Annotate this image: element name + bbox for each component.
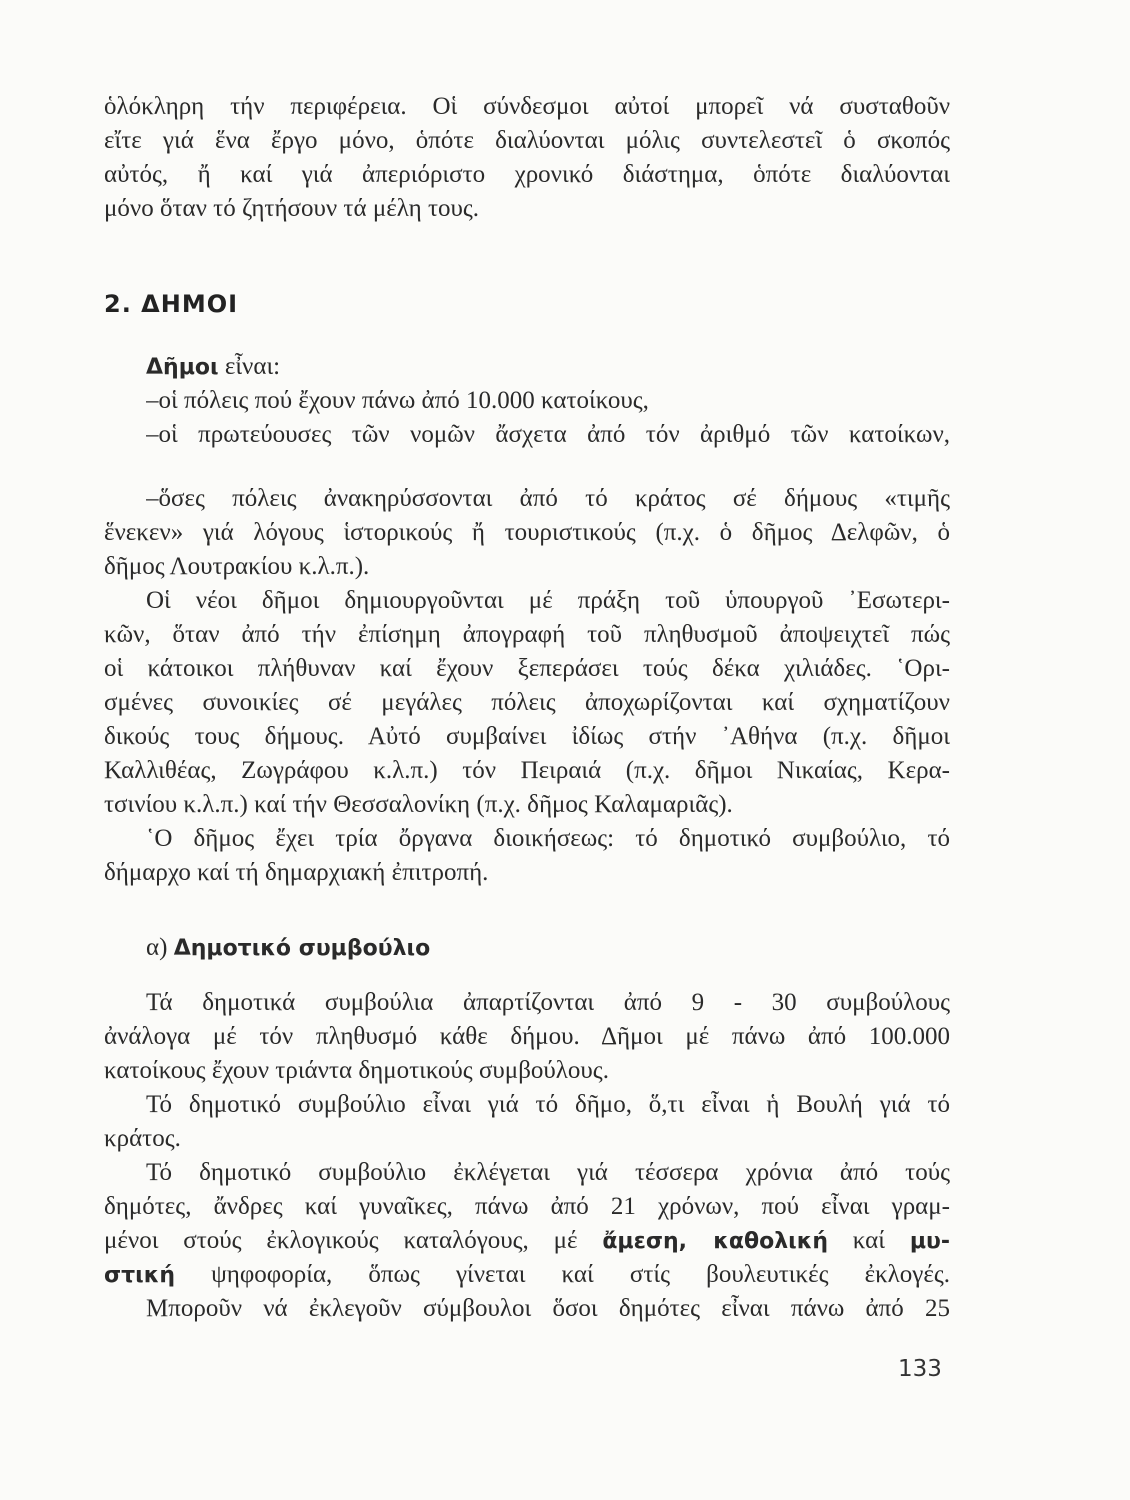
intro-line-2: εἴτε γιά ἕνα ἔργο μόνο, ὁπότε διαλύονται μόλις συντελεστεῖ ὁ σκοπός [104,127,950,154]
para-new-line-3: οἱ κάτοικοι πλήθυναν καί ἔχουν ξεπεράσει τούς δέκα χιλιάδες. ῾Ορι- [104,655,950,682]
section-heading: 2. ΔΗΜΟΙ [104,290,239,318]
sub-para1-line-1: Τά δημοτικά συμβούλια ἀπαρτίζονται ἀπό 9 - 30 συμβούλους [146,989,950,1016]
list-item-3-line-1: –ὅσες πόλεις ἀνακηρύσσονται ἀπό τό κράτος σέ δήμους «τιμῆς [146,485,950,512]
definition-rest: εἶναι: [218,353,281,380]
sub-para3-line-1: Τό δημοτικό συμβούλιο ἐκλέγεται γιά τέσσερα χρόνια ἀπό τούς [146,1159,950,1186]
sub-para3-line-2: δημότες, ἄνδρες καί γυναῖκες, πάνω ἀπό 21 χρόνων, πού εἶναι γραμ- [104,1193,950,1220]
subsection-title: Δημοτικό συμβούλιο [173,936,431,961]
sub-para1-line-3: κατοίκους ἔχουν τριάντα δημοτικούς συμβούλους. [104,1057,609,1084]
sub-para2-line-2: κράτος. [104,1125,181,1152]
sub-para3-line-3 [104,1224,950,1259]
sub-para1-line-2: ἀνάλογα μέ τόν πληθυσμό κάθε δήμου. Δῆμοι μέ πάνω ἀπό 100.000 [104,1023,950,1050]
list-item-3-line-3: δῆμος Λουτρακίου κ.λ.π.). [104,553,370,580]
para-new-line-6: Καλλιθέας, Ζωγράφου κ.λ.π.) τόν Πειραιά (π.χ. δῆμοι Νικαίας, Κερα- [104,757,950,784]
para-new-line-7: τσινίου κ.λ.π.) καί τήν Θεσσαλονίκη (π.χ. δῆμος Καλαμαριᾶς). [104,791,733,818]
para-new-line-4: σμένες συνοικίες σέ μεγάλες πόλεις ἀποχωρίζονται καί σχηματίζουν [104,689,950,716]
intro-line-1: ὁλόκληρη τήν περιφέρεια. Οἱ σύνδεσμοι αὐτοί μπορεῖ νά συσταθοῦν [104,93,950,120]
sub-para3-line-3-pre: μένοι στούς ἐκλογικούς καταλόγους, μέ [104,1227,603,1254]
para-organs-line-2: δήμαρχο καί τή δημαρχιακή ἐπιτροπή. [104,859,489,886]
subsection-marker: α) [146,934,168,961]
sub-para3-line-4 [104,1258,950,1293]
page-number: 133 [898,1356,942,1382]
intro-line-4: μόνο ὅταν τό ζητήσουν τά μέλη τους. [104,195,480,222]
para-new-line-1: Οἱ νέοι δῆμοι δημιουργοῦνται μέ πράξη τοῦ ὑπουργοῦ ᾿Εσωτερι- [146,587,950,614]
sub-para2-line-1: Τό δημοτικό συμβούλιο εἶναι γιά τό δῆμο, ὅ,τι εἶναι ἡ Βουλή γιά τό [146,1091,950,1118]
sub-para3-bold-secret-part1: μυ- [909,1229,950,1254]
sub-para3-bold-direct-universal: ἄμεση, καθολική [602,1229,828,1254]
sub-para3-line-4-rest: ψηφοφορία, ὅπως γίνεται καί στίς βουλευτικές ἐκλογές. [175,1261,950,1288]
subsection-heading [146,931,430,966]
sub-para3-bold-secret-part2: στική [104,1263,176,1288]
para-new-line-5: δικούς τους δήμους. Αὐτό συμβαίνει ἰδίως στήν ᾿Αθήνα (π.χ. δῆμοι [104,723,950,750]
list-item-3-line-2: ἕνεκεν» γιά λόγους ἱστορικούς ἤ τουριστικούς (π.χ. ὁ δῆμος Δελφῶν, ὁ [104,519,950,546]
sub-para4-line-1: Μποροῦν νά ἐκλεγοῦν σύμβουλοι ὅσοι δημότες εἶναι πάνω ἀπό 25 [146,1295,950,1322]
para-new-line-2: κῶν, ὅταν ἀπό τήν ἐπίσημη ἀπογραφή τοῦ πληθυσμοῦ ἀποψειχτεῖ πώς [104,621,950,648]
intro-line-3: αὐτός, ἤ καί γιά ἀπεριόριστο χρονικό διάστημα, ὁπότε διαλύονται [104,161,950,188]
list-item-2: –οἱ πρωτεύουσες τῶν νομῶν ἄσχετα ἀπό τόν ἀριθμό τῶν κατοίκων, [146,421,950,448]
definition-line [146,350,950,385]
para-organs-line-1: ῾Ο δῆμος ἔχει τρία ὄργανα διοικήσεως: τό δημοτικό συμβούλιο, τό [146,825,950,852]
definition-term: Δῆμοι [146,355,219,380]
sub-para3-line-3-mid: καί [828,1227,910,1254]
list-item-1: –οἱ πόλεις πού ἔχουν πάνω ἀπό 10.000 κατοίκους, [146,387,649,414]
